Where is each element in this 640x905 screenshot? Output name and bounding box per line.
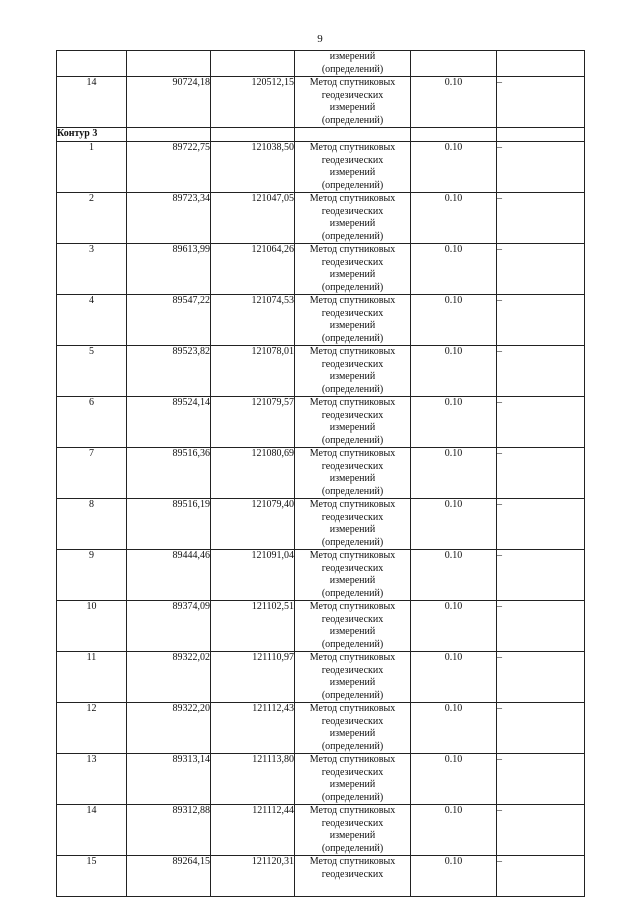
cell-x: 89264,15 bbox=[127, 856, 211, 897]
cell-accuracy: 0.10 bbox=[411, 244, 497, 295]
method-line: (определений) bbox=[321, 383, 384, 395]
cell-accuracy: 0.10 bbox=[411, 448, 497, 499]
method-line: геодезических bbox=[321, 613, 384, 625]
method-line: (определений) bbox=[321, 332, 384, 344]
table-row bbox=[57, 499, 585, 550]
method-line: Метод спутниковых bbox=[309, 652, 396, 663]
cell-accuracy: 0.10 bbox=[411, 856, 497, 897]
method-line: измерений bbox=[329, 51, 376, 62]
cell-method bbox=[295, 142, 411, 193]
method-line: (определений) bbox=[321, 179, 384, 191]
table-row bbox=[57, 601, 585, 652]
method-line: геодезических bbox=[321, 205, 384, 217]
method-line: Метод спутниковых bbox=[309, 856, 396, 867]
cell-accuracy: 0.10 bbox=[411, 550, 497, 601]
cell-y: 121079,57 bbox=[211, 397, 295, 448]
method-line: геодезических bbox=[321, 307, 384, 319]
method-line: (определений) bbox=[321, 638, 384, 650]
cell-num: 2 bbox=[57, 193, 127, 244]
cell-description: – bbox=[497, 244, 585, 295]
cell-y: 121113,80 bbox=[211, 754, 295, 805]
cell-y: 121064,26 bbox=[211, 244, 295, 295]
cell-x: 89444,46 bbox=[127, 550, 211, 601]
cell-num: 14 bbox=[57, 77, 127, 128]
table-row bbox=[57, 77, 585, 128]
cell-num: 9 bbox=[57, 550, 127, 601]
cell-x bbox=[127, 51, 211, 77]
contour-header-cell bbox=[295, 128, 411, 142]
method-line: измерений bbox=[329, 728, 376, 739]
cell-x: 89722,75 bbox=[127, 142, 211, 193]
table-row bbox=[57, 652, 585, 703]
method-line: Метод спутниковых bbox=[309, 448, 396, 459]
method-line: Метод спутниковых bbox=[309, 754, 396, 765]
cell-num: 11 bbox=[57, 652, 127, 703]
table-row bbox=[57, 193, 585, 244]
cell-y: 121112,44 bbox=[211, 805, 295, 856]
cell-description: – bbox=[497, 805, 585, 856]
cell-accuracy: 0.10 bbox=[411, 805, 497, 856]
cell-y: 121102,51 bbox=[211, 601, 295, 652]
method-line: измерений bbox=[329, 830, 376, 841]
cell-y: 121110,97 bbox=[211, 652, 295, 703]
method-line: (определений) bbox=[321, 536, 384, 548]
cell-num: 7 bbox=[57, 448, 127, 499]
method-line: измерений bbox=[329, 422, 376, 433]
cell-y: 121120,31 bbox=[211, 856, 295, 897]
contour-header-row bbox=[57, 128, 585, 142]
cell-accuracy: 0.10 bbox=[411, 295, 497, 346]
method-line: измерений bbox=[329, 473, 376, 484]
cell-accuracy: 0.10 bbox=[411, 499, 497, 550]
cell-x: 89322,20 bbox=[127, 703, 211, 754]
cell-num: 13 bbox=[57, 754, 127, 805]
table-row bbox=[57, 142, 585, 193]
method-line: (определений) bbox=[321, 485, 384, 497]
cell-num: 12 bbox=[57, 703, 127, 754]
cell-x: 89613,99 bbox=[127, 244, 211, 295]
cell-description: – bbox=[497, 499, 585, 550]
cell-num: 15 bbox=[57, 856, 127, 897]
cell-accuracy: 0.10 bbox=[411, 346, 497, 397]
table-row bbox=[57, 550, 585, 601]
cell-y: 121112,43 bbox=[211, 703, 295, 754]
cell-y: 120512,15 bbox=[211, 77, 295, 128]
method-line: (определений) bbox=[321, 740, 384, 752]
method-line: (определений) bbox=[321, 114, 384, 126]
cell-description: – bbox=[497, 703, 585, 754]
method-line: Метод спутниковых bbox=[309, 295, 396, 306]
cell-accuracy: 0.10 bbox=[411, 601, 497, 652]
method-line: (определений) bbox=[321, 689, 384, 701]
coordinates-table-body bbox=[57, 51, 585, 897]
method-line: геодезических bbox=[321, 256, 384, 268]
method-line: геодезических bbox=[321, 358, 384, 370]
method-line: Метод спутниковых bbox=[309, 703, 396, 714]
method-line: Метод спутниковых bbox=[309, 499, 396, 510]
table-row bbox=[57, 856, 585, 897]
method-line: геодезических bbox=[321, 562, 384, 574]
cell-method bbox=[295, 499, 411, 550]
coordinates-table bbox=[56, 50, 585, 897]
cell-accuracy: 0.10 bbox=[411, 77, 497, 128]
method-line: измерений bbox=[329, 677, 376, 688]
method-line: Метод спутниковых bbox=[309, 550, 396, 561]
cell-y: 121078,01 bbox=[211, 346, 295, 397]
table-row bbox=[57, 244, 585, 295]
cell-description: – bbox=[497, 448, 585, 499]
cell-num: 6 bbox=[57, 397, 127, 448]
cell-method bbox=[295, 77, 411, 128]
contour-header-cell bbox=[411, 128, 497, 142]
method-line: (определений) bbox=[321, 281, 384, 293]
method-line: геодезических bbox=[321, 766, 384, 778]
cell-method bbox=[295, 754, 411, 805]
cell-accuracy: 0.10 bbox=[411, 193, 497, 244]
method-line: геодезических bbox=[321, 868, 384, 880]
cell-method bbox=[295, 51, 411, 77]
method-line: измерений bbox=[329, 218, 376, 229]
cell-x: 89313,14 bbox=[127, 754, 211, 805]
cell-description: – bbox=[497, 550, 585, 601]
method-line: геодезических bbox=[321, 460, 384, 472]
cell-num bbox=[57, 51, 127, 77]
table-row bbox=[57, 346, 585, 397]
cell-method bbox=[295, 346, 411, 397]
method-line: (определений) bbox=[321, 791, 384, 803]
method-line: измерений bbox=[329, 779, 376, 790]
method-line: геодезических bbox=[321, 409, 384, 421]
cell-y: 121038,50 bbox=[211, 142, 295, 193]
method-line: измерений bbox=[329, 102, 376, 113]
method-line: (определений) bbox=[321, 230, 384, 242]
cell-x: 89524,14 bbox=[127, 397, 211, 448]
cell-y: 121079,40 bbox=[211, 499, 295, 550]
method-line: измерений bbox=[329, 626, 376, 637]
method-line: Метод спутниковых bbox=[309, 601, 396, 612]
method-line: (определений) bbox=[321, 434, 384, 446]
cell-method bbox=[295, 805, 411, 856]
cell-y: 121047,05 bbox=[211, 193, 295, 244]
cell-x: 89723,34 bbox=[127, 193, 211, 244]
table-row bbox=[57, 754, 585, 805]
cell-method bbox=[295, 448, 411, 499]
cell-method bbox=[295, 397, 411, 448]
cell-description: – bbox=[497, 142, 585, 193]
cell-method bbox=[295, 244, 411, 295]
method-line: Метод спутниковых bbox=[309, 397, 396, 408]
cell-description: – bbox=[497, 754, 585, 805]
method-line: Метод спутниковых bbox=[309, 805, 396, 816]
contour-header-cell bbox=[497, 128, 585, 142]
cell-y bbox=[211, 51, 295, 77]
cell-x: 89547,22 bbox=[127, 295, 211, 346]
cell-description: – bbox=[497, 856, 585, 897]
cell-x: 89523,82 bbox=[127, 346, 211, 397]
cell-num: 14 bbox=[57, 805, 127, 856]
method-line: геодезических bbox=[321, 715, 384, 727]
cell-x: 89322,02 bbox=[127, 652, 211, 703]
cell-method bbox=[295, 703, 411, 754]
cell-num: 1 bbox=[57, 142, 127, 193]
table-row-continuation bbox=[57, 51, 585, 77]
page-number: 9 bbox=[317, 33, 323, 45]
cell-x: 89516,19 bbox=[127, 499, 211, 550]
method-line: измерений bbox=[329, 575, 376, 586]
method-line: Метод спутниковых bbox=[309, 193, 396, 204]
cell-num: 4 bbox=[57, 295, 127, 346]
method-line: геодезических bbox=[321, 817, 384, 829]
cell-y: 121074,53 bbox=[211, 295, 295, 346]
cell-method bbox=[295, 550, 411, 601]
cell-method bbox=[295, 295, 411, 346]
cell-method bbox=[295, 601, 411, 652]
method-line: (определений) bbox=[321, 587, 384, 599]
cell-method bbox=[295, 652, 411, 703]
method-line: геодезических bbox=[321, 89, 384, 101]
method-line: измерений bbox=[329, 269, 376, 280]
cell-y: 121080,69 bbox=[211, 448, 295, 499]
cell-accuracy: 0.10 bbox=[411, 142, 497, 193]
contour-header-cell bbox=[127, 128, 211, 142]
cell-num: 3 bbox=[57, 244, 127, 295]
cell-accuracy: 0.10 bbox=[411, 397, 497, 448]
cell-description: – bbox=[497, 652, 585, 703]
cell-method bbox=[295, 193, 411, 244]
cell-x: 89312,88 bbox=[127, 805, 211, 856]
method-line: геодезических bbox=[321, 511, 384, 523]
cell-accuracy: 0.10 bbox=[411, 703, 497, 754]
cell-num: 10 bbox=[57, 601, 127, 652]
contour-label: Контур 3 bbox=[57, 128, 127, 142]
method-line: Метод спутниковых bbox=[309, 142, 396, 153]
cell-description: – bbox=[497, 346, 585, 397]
method-line: Метод спутниковых bbox=[309, 346, 396, 357]
cell-method bbox=[295, 856, 411, 897]
table-row bbox=[57, 703, 585, 754]
method-line: Метод спутниковых bbox=[309, 244, 396, 255]
cell-description: – bbox=[497, 193, 585, 244]
cell-description: – bbox=[497, 295, 585, 346]
cell-y: 121091,04 bbox=[211, 550, 295, 601]
cell-description: – bbox=[497, 601, 585, 652]
cell-x: 90724,18 bbox=[127, 77, 211, 128]
table-row bbox=[57, 448, 585, 499]
method-line: измерений bbox=[329, 320, 376, 331]
method-line: измерений bbox=[329, 371, 376, 382]
cell-accuracy bbox=[411, 51, 497, 77]
method-line: измерений bbox=[329, 167, 376, 178]
method-line: геодезических bbox=[321, 664, 384, 676]
cell-description bbox=[497, 51, 585, 77]
cell-x: 89374,09 bbox=[127, 601, 211, 652]
table-row bbox=[57, 397, 585, 448]
cell-num: 8 bbox=[57, 499, 127, 550]
method-line: измерений bbox=[329, 524, 376, 535]
cell-description: – bbox=[497, 397, 585, 448]
cell-description: – bbox=[497, 77, 585, 128]
method-line: геодезических bbox=[321, 154, 384, 166]
cell-x: 89516,36 bbox=[127, 448, 211, 499]
method-line: (определений) bbox=[321, 842, 384, 854]
method-line: Метод спутниковых bbox=[309, 77, 396, 88]
table-row bbox=[57, 295, 585, 346]
cell-num: 5 bbox=[57, 346, 127, 397]
table-row bbox=[57, 805, 585, 856]
method-line: (определений) bbox=[321, 63, 384, 75]
contour-header-cell bbox=[211, 128, 295, 142]
cell-accuracy: 0.10 bbox=[411, 652, 497, 703]
cell-accuracy: 0.10 bbox=[411, 754, 497, 805]
